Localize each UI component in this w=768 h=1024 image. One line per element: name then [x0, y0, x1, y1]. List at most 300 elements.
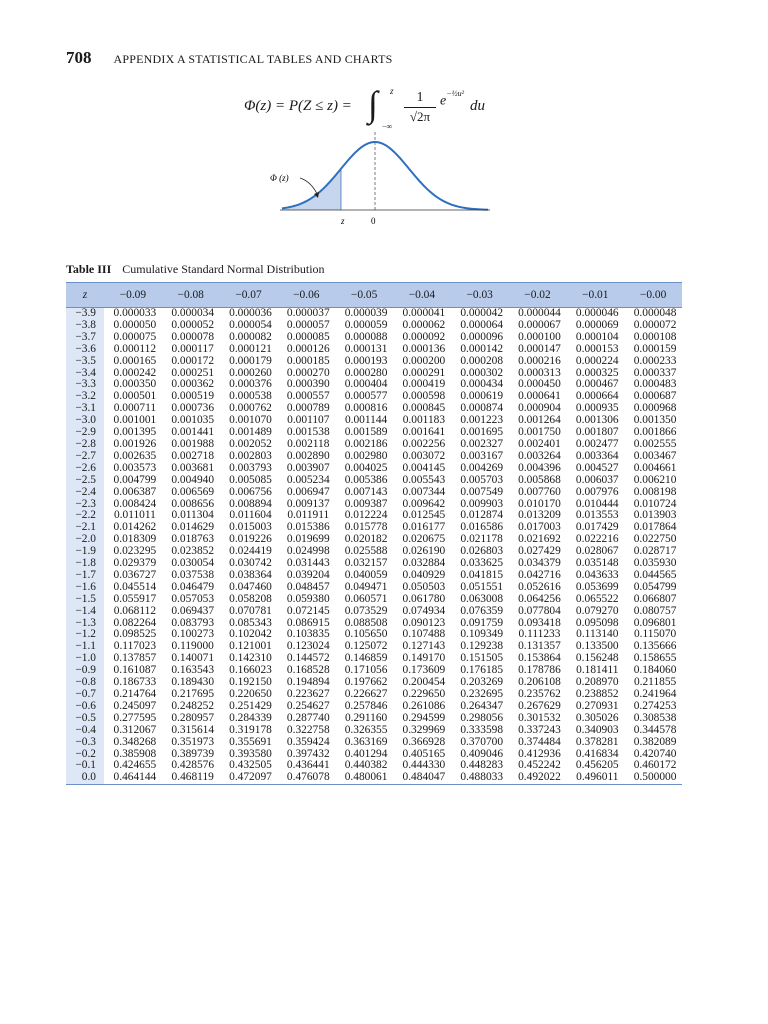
probability-cell: 0.022750	[633, 533, 677, 546]
probability-cell: 0.245097	[113, 699, 157, 712]
integral-sign: ∫	[368, 84, 378, 124]
probability-cell: 0.254627	[286, 699, 330, 712]
probability-cell: 0.011304	[171, 509, 214, 522]
probability-cell: 0.012224	[344, 509, 388, 522]
column-header: −0.06	[277, 283, 335, 308]
probability-cell: 0.000736	[171, 402, 215, 415]
probability-cell: 0.000069	[575, 318, 619, 331]
table-header-row	[66, 283, 682, 308]
probability-cell: 0.001306	[575, 414, 619, 427]
probability-cell: 0.173609	[402, 664, 446, 677]
probability-cell: 0.001144	[344, 414, 388, 427]
probability-cell: 0.232695	[460, 688, 504, 700]
probability-cell: 0.059380	[286, 592, 330, 605]
probability-cell: 0.000165	[113, 354, 157, 367]
probability-cell: 0.002118	[287, 437, 330, 450]
column-header: −0.02	[509, 283, 567, 308]
probability-cell: 0.206108	[518, 676, 561, 689]
table-body	[66, 308, 682, 785]
probability-cell: 0.001589	[344, 426, 388, 439]
probability-cell: 0.010724	[633, 497, 677, 510]
probability-cell: 0.000067	[518, 318, 561, 331]
probability-cell: 0.270931	[575, 699, 619, 712]
page-number: 708	[66, 48, 92, 67]
probability-cell: 0.348268	[113, 735, 157, 748]
probability-cell: 0.001926	[113, 437, 157, 450]
probability-cell: 0.000404	[344, 378, 388, 391]
probability-cell: 0.117023	[113, 640, 157, 653]
probability-cell: 0.460172	[633, 759, 677, 772]
probability-cell: 0.127143	[402, 640, 446, 653]
probability-cell: 0.001070	[229, 414, 272, 427]
probability-cell: 0.001107	[287, 414, 330, 427]
probability-cell: 0.153864	[518, 652, 561, 665]
probability-cell: 0.000302	[460, 366, 504, 379]
probability-cell: 0.000242	[113, 366, 157, 379]
probability-cell: 0.028067	[575, 545, 619, 558]
probability-cell: 0.000641	[518, 390, 561, 403]
probability-cell: 0.000501	[113, 390, 157, 403]
probability-cell: 0.464144	[113, 771, 157, 784]
probability-cell: 0.074934	[402, 604, 446, 617]
probability-cell: 0.100273	[171, 628, 215, 641]
row-z-value: −0.1	[66, 760, 104, 772]
probability-cell: 0.007760	[518, 485, 561, 498]
row-z-value: −3.7	[66, 332, 104, 344]
probability-cell: 0.001264	[518, 414, 561, 427]
probability-cell: 0.472097	[229, 771, 272, 784]
probability-cell: 0.015778	[344, 521, 388, 534]
probability-cell: 0.000845	[402, 402, 446, 415]
table-row	[66, 594, 682, 606]
probability-cell: 0.000044	[518, 307, 561, 319]
normal-distribution-table	[66, 282, 682, 785]
probability-cell: 0.355691	[229, 735, 272, 748]
probability-cell: 0.001538	[286, 426, 330, 439]
probability-cell: 0.000325	[575, 366, 619, 379]
probability-cell: 0.000088	[344, 330, 388, 343]
probability-cell: 0.006037	[575, 473, 619, 486]
probability-cell: 0.284339	[229, 711, 272, 724]
probability-cell: 0.021178	[460, 533, 503, 546]
probability-cell: 0.111233	[518, 628, 561, 641]
probability-cell: 0.008894	[229, 497, 272, 510]
probability-cell: 0.322758	[286, 723, 330, 736]
probability-cell: 0.208970	[575, 676, 619, 689]
probability-cell: 0.500000	[633, 771, 677, 784]
probability-cell: 0.115070	[633, 628, 677, 641]
column-header: −0.01	[566, 283, 624, 308]
row-z-value: −2.7	[66, 451, 104, 463]
row-z-value: −1.5	[66, 594, 104, 606]
row-z-value: −1.6	[66, 582, 104, 594]
formula-lhs: Φ(z) = P(Z ≤ z) =	[244, 98, 352, 114]
probability-cell: 0.002052	[229, 437, 272, 450]
probability-cell: 0.032157	[344, 557, 388, 570]
probability-cell: 0.037538	[171, 568, 215, 581]
probability-cell: 0.000041	[402, 307, 446, 319]
row-z-value: −3.0	[66, 415, 104, 427]
exp-base: e	[440, 93, 447, 109]
probability-cell: 0.000136	[402, 342, 446, 355]
probability-cell: 0.171056	[344, 664, 388, 677]
column-header: −0.09	[104, 283, 162, 308]
probability-cell: 0.032884	[402, 557, 446, 570]
probability-cell: 0.010444	[575, 497, 619, 510]
probability-cell: 0.051551	[460, 580, 504, 593]
probability-cell: 0.001001	[113, 414, 157, 427]
probability-cell: 0.008424	[113, 497, 157, 510]
probability-cell: 0.091759	[460, 616, 504, 629]
probability-cell: 0.000072	[633, 318, 677, 331]
probability-cell: 0.001223	[460, 414, 504, 427]
probability-cell: 0.000064	[460, 318, 504, 331]
probability-cell: 0.058208	[229, 592, 272, 605]
probability-cell: 0.085343	[229, 616, 272, 629]
probability-cell: 0.018309	[113, 533, 157, 546]
probability-cell: 0.002803	[229, 449, 272, 462]
probability-cell: 0.000085	[286, 330, 330, 343]
table-title: Cumulative Standard Normal Distribution	[122, 262, 325, 276]
probability-cell: 0.000112	[113, 342, 157, 355]
probability-cell: 0.046479	[171, 580, 215, 593]
probability-cell: 0.025588	[344, 545, 388, 558]
probability-cell: 0.137857	[113, 652, 157, 665]
probability-cell: 0.319178	[229, 723, 272, 736]
probability-cell: 0.468119	[171, 771, 214, 784]
probability-cell: 0.000519	[171, 390, 215, 403]
probability-cell: 0.000062	[402, 318, 446, 331]
formula-fraction	[404, 90, 436, 125]
probability-cell: 0.006210	[633, 473, 677, 486]
probability-cell: 0.002718	[171, 449, 215, 462]
probability-cell: 0.054799	[633, 580, 677, 593]
probability-cell: 0.000075	[113, 330, 157, 343]
probability-cell: 0.151505	[460, 652, 504, 665]
probability-cell: 0.409046	[460, 747, 504, 760]
probability-cell: 0.000260	[229, 366, 272, 379]
probability-cell: 0.019226	[229, 533, 272, 546]
probability-cell: 0.000313	[518, 366, 561, 379]
probability-cell: 0.038364	[229, 568, 272, 581]
probability-cell: 0.028717	[633, 545, 677, 558]
table-row	[66, 772, 682, 784]
probability-cell: 0.226627	[344, 688, 388, 700]
probability-cell: 0.448283	[460, 759, 504, 772]
probability-cell: 0.000362	[171, 378, 215, 391]
probability-cell: 0.076359	[460, 604, 504, 617]
probability-cell: 0.026803	[460, 545, 504, 558]
probability-cell: 0.113140	[576, 628, 619, 641]
probability-cell: 0.194894	[286, 676, 330, 689]
probability-cell: 0.001807	[575, 426, 619, 439]
probability-cell: 0.305026	[575, 711, 619, 724]
table-row	[66, 451, 682, 463]
probability-cell: 0.326355	[344, 723, 388, 736]
probability-cell: 0.026190	[402, 545, 446, 558]
probability-cell: 0.393580	[229, 747, 272, 760]
formula-exponential	[440, 89, 465, 110]
probability-cell: 0.000048	[633, 307, 677, 319]
row-z-value: −0.9	[66, 665, 104, 677]
probability-cell: 0.010170	[518, 497, 561, 510]
probability-cell: 0.016586	[460, 521, 504, 534]
probability-cell: 0.436441	[286, 759, 330, 772]
probability-cell: 0.053699	[575, 580, 619, 593]
probability-cell: 0.000100	[518, 330, 561, 343]
probability-cell: 0.080757	[633, 604, 677, 617]
probability-cell: 0.133500	[575, 640, 619, 653]
probability-cell: 0.003681	[171, 461, 215, 474]
probability-cell: 0.184060	[633, 664, 677, 677]
probability-cell: 0.003264	[518, 449, 561, 462]
probability-cell: 0.214764	[113, 688, 157, 700]
probability-cell: 0.401294	[344, 747, 388, 760]
probability-cell: 0.000419	[402, 378, 446, 391]
row-z-value: −1.8	[66, 558, 104, 570]
probability-cell: 0.440382	[344, 759, 388, 772]
probability-cell: 0.424655	[113, 759, 157, 772]
probability-cell: 0.041815	[460, 568, 504, 581]
probability-cell: 0.036727	[113, 568, 157, 581]
probability-cell: 0.001035	[171, 414, 215, 427]
probability-cell: 0.005543	[402, 473, 446, 486]
probability-cell: 0.370700	[460, 735, 504, 748]
probability-cell: 0.456205	[575, 759, 619, 772]
probability-cell: 0.344578	[633, 723, 677, 736]
probability-cell: 0.267629	[518, 699, 561, 712]
probability-cell: 0.416834	[575, 747, 619, 760]
probability-cell: 0.359424	[286, 735, 330, 748]
probability-cell: 0.000224	[575, 354, 619, 367]
probability-cell: 0.040059	[344, 568, 388, 581]
probability-cell: 0.001350	[633, 414, 677, 427]
probability-cell: 0.003167	[460, 449, 504, 462]
probability-cell: 0.015386	[286, 521, 330, 534]
table-row	[66, 356, 682, 368]
column-header: −0.07	[220, 283, 278, 308]
probability-cell: 0.007549	[460, 485, 504, 498]
probability-cell: 0.072145	[286, 604, 330, 617]
column-header: −0.00	[624, 283, 682, 308]
probability-cell: 0.000117	[171, 342, 214, 355]
row-z-value: −3.4	[66, 368, 104, 380]
probability-cell: 0.329969	[402, 723, 446, 736]
probability-cell: 0.189430	[171, 676, 215, 689]
probability-cell: 0.083793	[171, 616, 215, 629]
probability-cell: 0.030054	[171, 557, 215, 570]
probability-cell: 0.006387	[113, 485, 157, 498]
probability-cell: 0.030742	[229, 557, 272, 570]
probability-cell: 0.428576	[171, 759, 215, 772]
probability-cell: 0.000598	[402, 390, 446, 403]
probability-cell: 0.220650	[229, 688, 272, 700]
probability-cell: 0.013903	[633, 509, 677, 522]
probability-cell: 0.000904	[518, 402, 561, 415]
row-z-value: −3.8	[66, 320, 104, 332]
probability-cell: 0.016177	[402, 521, 446, 534]
probability-cell: 0.014262	[113, 521, 157, 534]
row-z-value: −2.3	[66, 499, 104, 511]
probability-cell: 0.065522	[575, 592, 619, 605]
probability-cell: 0.020675	[402, 533, 446, 546]
probability-cell: 0.002256	[402, 437, 446, 450]
probability-cell: 0.000037	[286, 307, 330, 319]
probability-cell: 0.333598	[460, 723, 504, 736]
column-header: −0.08	[162, 283, 220, 308]
probability-cell: 0.149170	[402, 652, 446, 665]
probability-cell: 0.003907	[286, 461, 330, 474]
probability-cell: 0.057053	[171, 592, 215, 605]
probability-cell: 0.000816	[344, 402, 388, 415]
probability-cell: 0.374484	[518, 735, 561, 748]
probability-cell: 0.044565	[633, 568, 677, 581]
probability-cell: 0.040929	[402, 568, 446, 581]
probability-cell: 0.168528	[286, 664, 330, 677]
table-row	[66, 463, 682, 475]
probability-cell: 0.000126	[286, 342, 330, 355]
probability-cell: 0.223627	[286, 688, 330, 700]
probability-cell: 0.192150	[229, 676, 272, 689]
row-z-value: −2.0	[66, 534, 104, 546]
probability-cell: 0.001641	[402, 426, 446, 439]
table-row	[66, 582, 682, 594]
probability-cell: 0.013553	[575, 509, 619, 522]
probability-cell: 0.480061	[344, 771, 388, 784]
probability-cell: 0.004396	[518, 461, 561, 474]
probability-cell: 0.432505	[229, 759, 272, 772]
probability-cell: 0.019699	[286, 533, 330, 546]
probability-cell: 0.000874	[460, 402, 504, 415]
exp-power: −½u²	[446, 89, 465, 98]
probability-cell: 0.005386	[344, 473, 388, 486]
probability-cell: 0.011604	[229, 509, 272, 522]
probability-cell: 0.000052	[171, 318, 215, 331]
probability-cell: 0.484047	[402, 771, 446, 784]
probability-cell: 0.000390	[286, 378, 330, 391]
probability-cell: 0.000280	[344, 366, 388, 379]
probability-cell: 0.000142	[460, 342, 504, 355]
probability-cell: 0.070781	[229, 604, 272, 617]
probability-cell: 0.000092	[402, 330, 446, 343]
row-z-value: −1.3	[66, 618, 104, 630]
probability-cell: 0.476078	[286, 771, 330, 784]
probability-cell: 0.496011	[576, 771, 619, 784]
probability-cell: 0.012874	[460, 509, 504, 522]
probability-cell: 0.000185	[286, 354, 330, 367]
probability-cell: 0.103835	[286, 628, 330, 641]
probability-cell: 0.011911	[287, 509, 330, 522]
probability-cell: 0.420740	[633, 747, 677, 760]
probability-cell: 0.003467	[633, 449, 677, 462]
probability-cell: 0.093418	[518, 616, 561, 629]
column-header: −0.04	[393, 283, 451, 308]
probability-cell: 0.294599	[402, 711, 446, 724]
running-head: APPENDIX A STATISTICAL TABLES AND CHARTS	[113, 52, 393, 66]
row-z-value: −2.4	[66, 487, 104, 499]
probability-cell: 0.002980	[344, 449, 388, 462]
probability-cell: 0.217695	[171, 688, 215, 700]
probability-cell: 0.135666	[633, 640, 677, 653]
probability-cell: 0.005234	[286, 473, 330, 486]
probability-cell: 0.378281	[575, 735, 619, 748]
probability-cell: 0.007143	[344, 485, 388, 498]
probability-cell: 0.033625	[460, 557, 504, 570]
fraction-numerator: 1	[416, 90, 424, 105]
probability-cell: 0.121001	[229, 640, 272, 653]
probability-cell: 0.012545	[402, 509, 446, 522]
probability-cell: 0.000082	[229, 330, 272, 343]
probability-cell: 0.211855	[633, 676, 677, 689]
probability-cell: 0.257846	[344, 699, 388, 712]
fraction-denominator: √2π	[409, 109, 431, 124]
probability-cell: 0.000208	[460, 354, 504, 367]
probability-cell: 0.197662	[344, 676, 388, 689]
fraction-bar	[404, 107, 436, 108]
probability-cell: 0.000434	[460, 378, 504, 391]
probability-cell: 0.034379	[518, 557, 561, 570]
probability-cell: 0.002186	[344, 437, 388, 450]
probability-cell: 0.000050	[113, 318, 157, 331]
probability-cell: 0.024998	[286, 545, 330, 558]
probability-cell: 0.340903	[575, 723, 619, 736]
probability-cell: 0.000376	[229, 378, 272, 391]
probability-cell: 0.021692	[518, 533, 561, 546]
probability-cell: 0.096801	[633, 616, 677, 629]
row-z-value: −0.6	[66, 701, 104, 713]
probability-cell: 0.052616	[518, 580, 561, 593]
row-z-value: −0.5	[66, 713, 104, 725]
probability-cell: 0.444330	[402, 759, 446, 772]
probability-cell: 0.017429	[575, 521, 619, 534]
normal-curve-figure	[262, 126, 502, 230]
probability-cell: 0.035930	[633, 557, 677, 570]
row-z-value: −0.2	[66, 749, 104, 761]
probability-cell: 0.017003	[518, 521, 561, 534]
probability-cell: 0.003072	[402, 449, 446, 462]
probability-cell: 0.000200	[402, 354, 446, 367]
probability-cell: 0.000251	[171, 366, 215, 379]
probability-cell: 0.000711	[113, 402, 157, 415]
integral-lower-limit: −∞	[382, 122, 393, 131]
row-z-value: −3.3	[66, 379, 104, 391]
probability-cell: 0.000291	[402, 366, 446, 379]
probability-cell: 0.055917	[113, 592, 157, 605]
probability-cell: 0.291160	[344, 711, 388, 724]
probability-cell: 0.005868	[518, 473, 561, 486]
probability-cell: 0.039204	[286, 568, 330, 581]
probability-cell: 0.000034	[171, 307, 215, 319]
probability-cell: 0.004025	[344, 461, 388, 474]
probability-cell: 0.007976	[575, 485, 619, 498]
probability-cell: 0.005085	[229, 473, 272, 486]
probability-cell: 0.000046	[575, 307, 619, 319]
probability-cell: 0.004269	[460, 461, 504, 474]
probability-cell: 0.003364	[575, 449, 619, 462]
probability-cell: 0.492022	[518, 771, 561, 784]
row-z-value: 0.0	[66, 772, 104, 784]
probability-cell: 0.009137	[286, 497, 330, 510]
probability-cell: 0.301532	[518, 711, 561, 724]
probability-cell: 0.023852	[171, 545, 215, 558]
phi-pointer-arrow	[300, 178, 318, 196]
probability-cell: 0.363169	[344, 735, 388, 748]
z-label: z	[341, 216, 345, 226]
probability-cell: 0.002555	[633, 437, 677, 450]
probability-cell: 0.064256	[518, 592, 561, 605]
probability-cell: 0.000096	[460, 330, 504, 343]
row-z-value: −0.7	[66, 689, 104, 701]
